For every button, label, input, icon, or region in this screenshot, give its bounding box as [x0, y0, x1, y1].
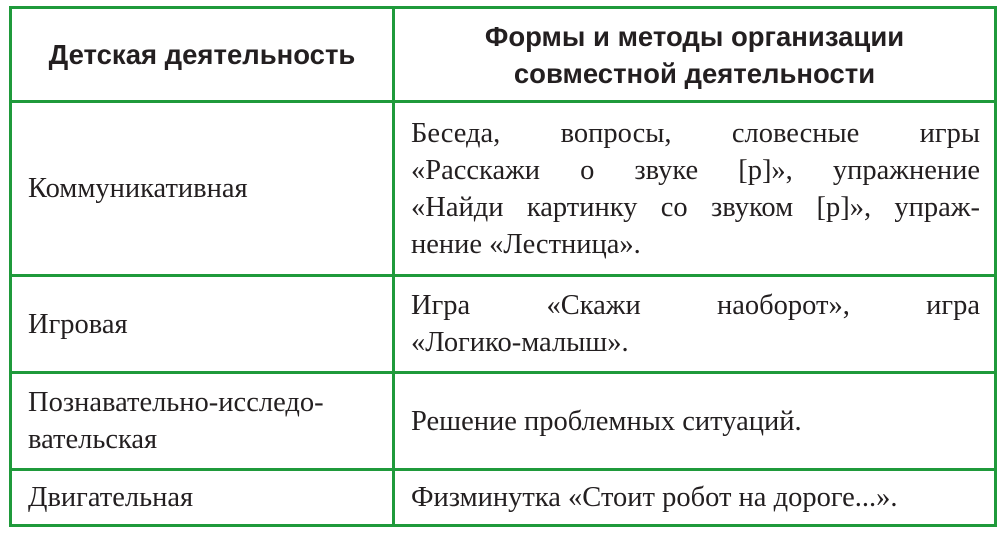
- methods-cell: [394, 102, 996, 276]
- table-row: [11, 373, 996, 470]
- activities-table: [9, 6, 997, 527]
- activity-cell: Двигательная: [11, 470, 394, 526]
- methods-line: «Логико-малыш».: [411, 327, 629, 358]
- activity-cell: Игровая: [11, 276, 394, 373]
- methods-line: «Расскажи о звуке [р]», упражнение: [411, 154, 980, 186]
- table-row: [11, 102, 996, 276]
- table-header-row: [11, 8, 996, 102]
- methods-cell: [394, 276, 996, 373]
- activity-cell: [11, 373, 394, 470]
- header-forms-methods: [394, 8, 996, 102]
- header-forms-methods-line-1: Формы и методы организации: [484, 20, 905, 52]
- activity-line: Познавательно-исследо-: [28, 387, 324, 418]
- table-row: [11, 470, 996, 526]
- activity-line: вательская: [28, 424, 158, 455]
- activity-cell: Коммуникативная: [11, 102, 394, 276]
- methods-line: нение «Лестница».: [411, 228, 641, 260]
- header-child-activity: Детская деятельность: [11, 8, 394, 102]
- methods-line: Беседа, вопросы, словесные игры: [411, 117, 980, 149]
- header-forms-methods-line-2: совместной деятельности: [513, 57, 876, 89]
- table-row: [11, 276, 996, 373]
- methods-cell: Физминутка «Стоит робот на дороге...».: [394, 470, 996, 526]
- methods-line: Игра «Скажи наоборот», игра: [411, 290, 980, 321]
- methods-cell: Решение проблемных ситуаций.: [394, 373, 996, 470]
- methods-line: «Найди картинку со звуком [р]», упраж-: [411, 191, 980, 223]
